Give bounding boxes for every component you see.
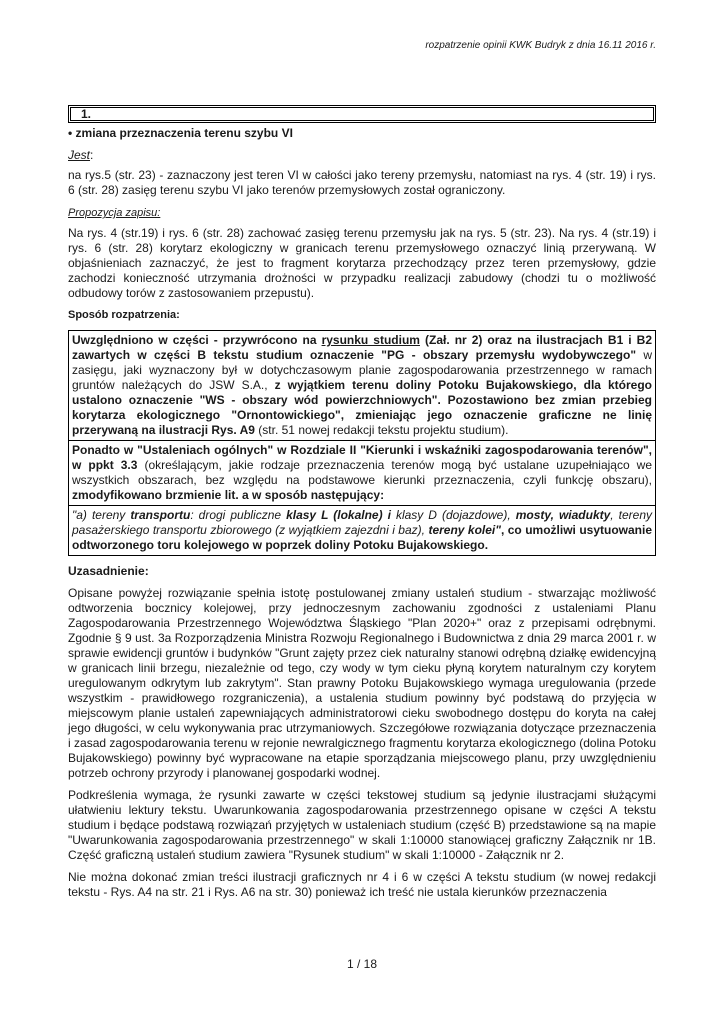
res1-a: Uwzględniono w części - przywrócono na — [72, 333, 322, 347]
resolution-cell-3 — [69, 506, 655, 555]
res3-d: klasy L (lokalne) i — [286, 508, 391, 522]
res3-b: transportu — [130, 508, 191, 522]
justification-paragraph-3: Nie można dokonać zmian treści ilustracji graficznych nr 4 i 6 w części A tekstu studium (w nowej redakcji tekstu - Rys. A4 na str. 21 i Rys. A6 na str. 30) ponieważ ich treść nie ustala kierunków przeznaczenia — [68, 870, 656, 899]
page-header: rozpatrzenie opinii KWK Budryk z dnia 16.11 2016 r. — [425, 40, 656, 51]
res1-link: rysunku studium — [321, 333, 420, 347]
res3-e: klasy D (dojazdowe), — [390, 508, 516, 522]
proposal-text: Na rys. 4 (str.19) i rys. 6 (str. 28) zachować zasięg terenu przemysłu jak na rys. 5 (str. 23). Na rys. 4 (str.19) i rys. 6 (str. 28) korytarz ekologiczny w granicach terenu przemysłowego oznaczyć linią przerywaną. W objaśnieniach zaznaczyć, że jest to fragment korytarza przechodzący przez teren przemysłowy, gdzie zachodzi konieczność utrzymania drożności w przypadku realizacji zabudowy (chodzi tu o możliwość odbudowy torów z zastosowaniem przepustu). — [68, 226, 656, 300]
res1-e: (str. 51 nowej redakcji tekstu projektu studium). — [254, 423, 509, 437]
jest-colon: : — [90, 148, 94, 162]
justification-paragraph-2: Podkreślenia wymaga, że rysunki zawarte w części tekstowej studium są jedynie ilustracjami służącymi ułatwieniu lektury tekstu. Uwarunkowania zagospodarowania przestrzennego opisane w części A tekstu studium i będące podstawą rozwiązań przyjętych w ustaleniach studium (część B) przedstawione są na mapie "Uwarunkowania zagospodarowania przestrzennego" w skali 1:10000 stanowiącej graficzny Załącznik nr 1B. Część graficzną ustaleń studium zawiera "Rysunek studium" w skali 1:10000 - Załącznik nr 2. — [68, 788, 656, 862]
resolution-cell-2 — [69, 441, 655, 506]
proposal-label: Propozycja zapisu: — [68, 207, 161, 219]
resolution-label: Sposób rozpatrzenia: — [68, 309, 180, 321]
jest-label-line — [68, 148, 656, 163]
res3-h: tereny kolei" — [428, 523, 501, 537]
resolution-box — [68, 330, 656, 556]
jest-text: na rys.5 (str. 23) - zaznaczony jest teren VI w całości jako tereny przemysłu, natomiast na rys. 4 (str. 19) i rys. 6 (str. 28) zasięg terenu szybu VI jako terenów przemysłowych został ograniczony. — [68, 168, 656, 197]
justification-label: Uzasadnienie: — [68, 564, 149, 578]
res1-b: (Zał. nr 2) oraz na ilustracjach B1 i B2 zawartych w części B tekstu studium oznaczenie "PG - obszary przemysłu wydobywczego" — [72, 333, 652, 362]
resolution-cell-1 — [69, 331, 655, 441]
res2-c: zmodyfikowano brzmienie lit. a w sposób następujący: — [72, 488, 385, 502]
document-body — [68, 105, 656, 900]
res3-g: , tereny pasażerskiego transportu zbiorowego (z wyjątkiem zajezdni i baz), — [72, 508, 652, 537]
res3-a: "a) tereny — [72, 508, 131, 522]
justification-paragraph-1: Opisane powyżej rozwiązanie spełnia istotę postulowanej zmiany ustaleń studium - stwarzając możliwość odtworzenia bocznicy kolejowej, przy jednoczesnym zachowaniu zgodności z ustaleniami Planu Zagospodarowania Przestrzennego Województwa Śląskiego "Plan 2020+" oraz z przepisami odrębnymi. Zgodnie § 9 ust. 3a Rozporządzenia Ministra Rozwoju Regionalnego i Budownictwa z dnia 29 marca 2001 r. w sprawie ewidencji gruntów i budynków "Grunt zajęty przez ciek naturalny stanowi odrębną działkę ewidencyjną w granicach linii brzegu, niezależnie od tego, czy wody w tym cieku płyną korytem naturalnym czy korytem uregulowanym odkrytym lub zakrytym". Stan prawny Potoku Bujakowskiego wymaga uregulowania (przede wszystkim - prawidłowego rozgraniczenia), a ustalenia studium powinny być podstawą do przyjęcia w miejscowym planie ustaleń zapewniających administratorowi cieku swobodnego dostępu do koryta na całej jego długości, w celu wykonywania prac utrzymaniowych. Szczegółowe rozwiązania dotyczące przeznaczenia i zasad zagospodarowania terenu w rejonie newralgicznego fragmentu korytarza ekologicznego (dolina Potoku Bujakowskiego) powinny być wypracowane na etapie sporządzania miejscowego planu, przy uwzględnieniu potrzeb ochrony przyrody i planowanej gospodarki wodnej. — [68, 586, 656, 780]
page-number: 1 / 18 — [346, 957, 378, 971]
res2-b: (określającym, jakie rodzaje przeznaczenia terenów mogą być ustalane uzupełniająco we wszystkich obszarach, bez względu na podstawowe kierunki przeznaczenia, czyli funkcję obszaru), — [72, 458, 652, 487]
res3-c: : drogi publiczne — [190, 508, 287, 522]
item-number: 1. — [81, 107, 92, 121]
res2-a: Ponadto w "Ustaleniach ogólnych" w Rozdziale II "Kierunki i wskaźniki zagospodarowania terenów", w ppkt 3.3 — [72, 443, 652, 472]
res1-d: z wyjątkiem terenu doliny Potoku Bujakowskiego, dla którego ustalono oznaczenie "WS - obszary wód powierzchniowych". Pozostawiono bez zmian przebieg korytarza ekologicznego "Ornontowickiego", zmieniając jego oznaczenie graficzne ne linię przerywaną na ilustracji Rys. A9 — [72, 378, 653, 437]
item-number-box — [68, 105, 656, 123]
item-heading: • zmiana przeznaczenia terenu szybu VI — [68, 126, 293, 140]
jest-label: Jest — [68, 148, 91, 162]
res3-f: mosty, wiadukty — [515, 508, 611, 522]
res1-c: w zasięgu, jaki wyznaczony był w dotychczasowym planie zagospodarowania przestrzennego w ramach gruntów należących do JSW S.A., — [72, 348, 652, 392]
res3-i: , co umożliwi usytuowanie odtworzonego toru kolejowego w poprzek doliny Potoku Bujakowskiego. — [72, 523, 653, 552]
